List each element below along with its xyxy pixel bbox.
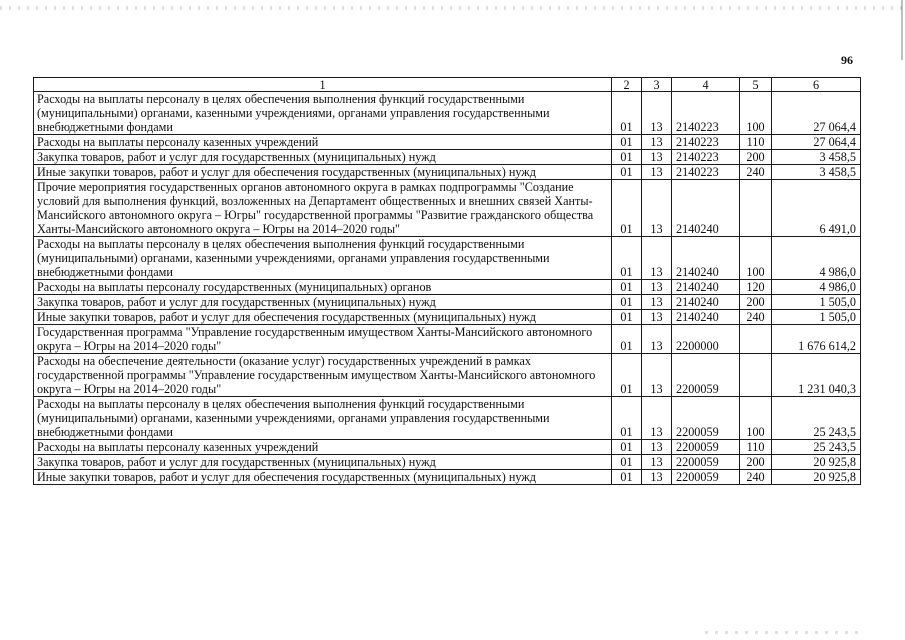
target-article-code: 2140223 xyxy=(672,135,740,150)
table-row xyxy=(34,150,861,165)
section-code: 01 xyxy=(612,470,642,485)
target-article-code: 2200000 xyxy=(672,325,740,354)
amount: 6 491,0 xyxy=(772,180,861,237)
amount: 20 925,8 xyxy=(772,470,861,485)
section-code: 01 xyxy=(612,165,642,180)
row-name: Закупка товаров, работ и услуг для государственных (муниципальных) нужд xyxy=(34,455,612,470)
subsection-code: 13 xyxy=(642,237,672,280)
amount: 20 925,8 xyxy=(772,455,861,470)
expense-type-code: 100 xyxy=(740,237,772,280)
amount: 27 064,4 xyxy=(772,135,861,150)
subsection-code: 13 xyxy=(642,397,672,440)
target-article-code: 2200059 xyxy=(672,470,740,485)
subsection-code: 13 xyxy=(642,325,672,354)
row-name: Иные закупки товаров, работ и услуг для обеспечения государственных (муниципальных) нужд xyxy=(34,470,612,485)
scan-artifact-bottom xyxy=(705,631,865,634)
target-article-code: 2140240 xyxy=(672,180,740,237)
amount: 3 458,5 xyxy=(772,150,861,165)
column-header: 1 xyxy=(34,78,612,92)
table-row xyxy=(34,470,861,485)
subsection-code: 13 xyxy=(642,165,672,180)
table-row xyxy=(34,180,861,237)
section-code: 01 xyxy=(612,280,642,295)
expense-type-code: 240 xyxy=(740,165,772,180)
subsection-code: 13 xyxy=(642,92,672,135)
expense-type-code: 240 xyxy=(740,310,772,325)
section-code: 01 xyxy=(612,440,642,455)
subsection-code: 13 xyxy=(642,280,672,295)
section-code: 01 xyxy=(612,325,642,354)
section-code: 01 xyxy=(612,397,642,440)
budget-table xyxy=(33,77,861,485)
row-name: Закупка товаров, работ и услуг для государственных (муниципальных) нужд xyxy=(34,150,612,165)
subsection-code: 13 xyxy=(642,440,672,455)
section-code: 01 xyxy=(612,295,642,310)
scan-artifact-edge xyxy=(901,0,903,60)
row-name: Иные закупки товаров, работ и услуг для обеспечения государственных (муниципальных) нужд xyxy=(34,165,612,180)
row-name: Расходы на выплаты персоналу государственных (муниципальных) органов xyxy=(34,280,612,295)
target-article-code: 2140223 xyxy=(672,92,740,135)
amount: 25 243,5 xyxy=(772,397,861,440)
expense-type-code: 100 xyxy=(740,397,772,440)
amount: 1 505,0 xyxy=(772,310,861,325)
section-code: 01 xyxy=(612,354,642,397)
table-row xyxy=(34,310,861,325)
expense-type-code: 200 xyxy=(740,295,772,310)
column-header: 2 xyxy=(612,78,642,92)
row-name: Расходы на выплаты персоналу в целях обеспечения выполнения функций государственными (муниципальными) органами, казенными учреждениями, органами управления государственными внебюджетными фондами xyxy=(34,92,612,135)
target-article-code: 2200059 xyxy=(672,354,740,397)
expense-type-code: 200 xyxy=(740,150,772,165)
section-code: 01 xyxy=(612,310,642,325)
subsection-code: 13 xyxy=(642,455,672,470)
expense-type-code: 100 xyxy=(740,92,772,135)
table-row xyxy=(34,455,861,470)
subsection-code: 13 xyxy=(642,470,672,485)
row-name: Иные закупки товаров, работ и услуг для обеспечения государственных (муниципальных) нужд xyxy=(34,310,612,325)
amount: 1 231 040,3 xyxy=(772,354,861,397)
table-row xyxy=(34,295,861,310)
amount: 3 458,5 xyxy=(772,165,861,180)
scan-artifact-top xyxy=(0,6,905,10)
subsection-code: 13 xyxy=(642,180,672,237)
table-row xyxy=(34,440,861,455)
row-name: Прочие мероприятия государственных органов автономного округа в рамках подпрограммы "Создание условий для выполнения функций, возложенных на Департамент общественных и внешних связей Ханты-Мансийского автономного округа – Югры" государственной программы "Развитие гражданского общества Ханты-Мансийского автономного округа – Югры на 2014–2020 годы" xyxy=(34,180,612,237)
expense-type-code: 110 xyxy=(740,440,772,455)
expense-type-code: 240 xyxy=(740,470,772,485)
table-row xyxy=(34,325,861,354)
column-header: 5 xyxy=(740,78,772,92)
expense-type-code xyxy=(740,354,772,397)
amount: 1 505,0 xyxy=(772,295,861,310)
section-code: 01 xyxy=(612,92,642,135)
row-name: Расходы на обеспечение деятельности (оказание услуг) государственных учреждений в рамках государственной программы "Управление государственным имуществом Ханты-Мансийского автономного округа – Югры на 2014–2020 годы" xyxy=(34,354,612,397)
target-article-code: 2200059 xyxy=(672,455,740,470)
column-header: 4 xyxy=(672,78,740,92)
amount: 4 986,0 xyxy=(772,280,861,295)
target-article-code: 2140240 xyxy=(672,310,740,325)
section-code: 01 xyxy=(612,455,642,470)
target-article-code: 2140240 xyxy=(672,280,740,295)
subsection-code: 13 xyxy=(642,135,672,150)
target-article-code: 2140223 xyxy=(672,150,740,165)
amount: 27 064,4 xyxy=(772,92,861,135)
section-code: 01 xyxy=(612,150,642,165)
row-name: Расходы на выплаты персоналу казенных учреждений xyxy=(34,135,612,150)
table-row xyxy=(34,354,861,397)
table-row xyxy=(34,135,861,150)
row-name: Закупка товаров, работ и услуг для государственных (муниципальных) нужд xyxy=(34,295,612,310)
expense-type-code: 120 xyxy=(740,280,772,295)
column-header: 6 xyxy=(772,78,861,92)
table-row xyxy=(34,92,861,135)
target-article-code: 2140223 xyxy=(672,165,740,180)
amount: 1 676 614,2 xyxy=(772,325,861,354)
row-name: Государственная программа "Управление государственным имуществом Ханты-Мансийского автономного округа – Югры на 2014–2020 годы" xyxy=(34,325,612,354)
column-header: 3 xyxy=(642,78,672,92)
table-row xyxy=(34,165,861,180)
target-article-code: 2140240 xyxy=(672,237,740,280)
expense-type-code xyxy=(740,180,772,237)
row-name: Расходы на выплаты персоналу в целях обеспечения выполнения функций государственными (муниципальными) органами, казенными учреждениями, органами управления государственными внебюджетными фондами xyxy=(34,237,612,280)
amount: 4 986,0 xyxy=(772,237,861,280)
section-code: 01 xyxy=(612,180,642,237)
section-code: 01 xyxy=(612,135,642,150)
table-row xyxy=(34,237,861,280)
table-row xyxy=(34,397,861,440)
subsection-code: 13 xyxy=(642,310,672,325)
page-number: 96 xyxy=(841,53,853,67)
target-article-code: 2200059 xyxy=(672,397,740,440)
expense-type-code: 200 xyxy=(740,455,772,470)
table-row xyxy=(34,280,861,295)
table-header-row xyxy=(34,78,861,92)
row-name: Расходы на выплаты персоналу казенных учреждений xyxy=(34,440,612,455)
expense-type-code xyxy=(740,325,772,354)
subsection-code: 13 xyxy=(642,150,672,165)
amount: 25 243,5 xyxy=(772,440,861,455)
target-article-code: 2200059 xyxy=(672,440,740,455)
target-article-code: 2140240 xyxy=(672,295,740,310)
section-code: 01 xyxy=(612,237,642,280)
subsection-code: 13 xyxy=(642,295,672,310)
row-name: Расходы на выплаты персоналу в целях обеспечения выполнения функций государственными (муниципальными) органами, казенными учреждениями, органами управления государственными внебюджетными фондами xyxy=(34,397,612,440)
expense-type-code: 110 xyxy=(740,135,772,150)
subsection-code: 13 xyxy=(642,354,672,397)
